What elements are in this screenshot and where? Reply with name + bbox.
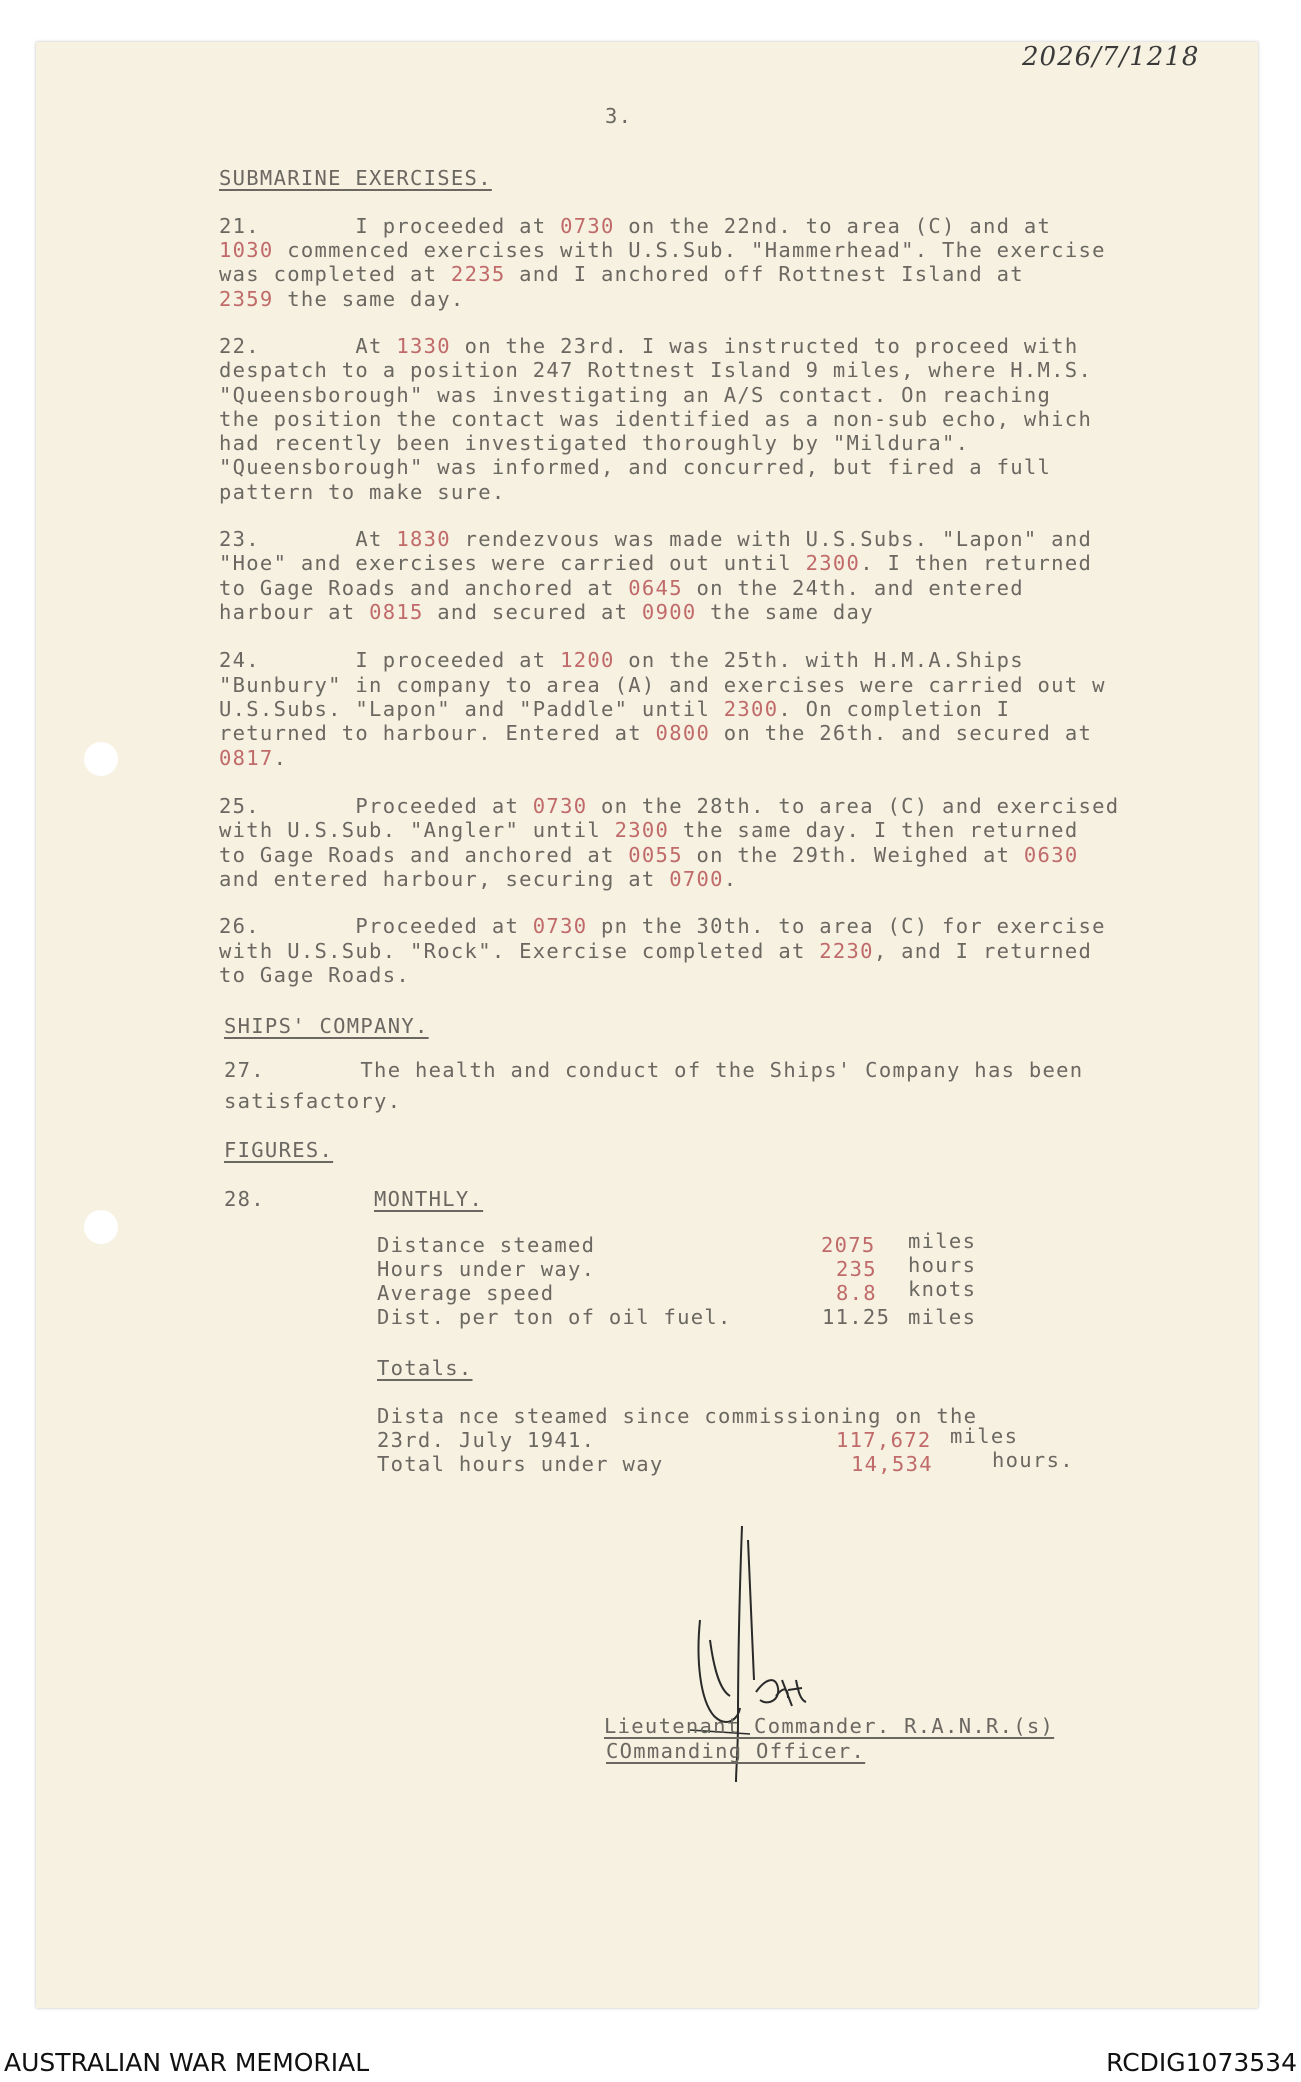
paragraph-24-line: U.S.Subs. "Lapon" and "Paddle" until 2300. On completion I bbox=[219, 697, 1011, 721]
totals-value: 117,672 bbox=[836, 1428, 932, 1452]
monthly-unit: miles bbox=[908, 1229, 977, 1253]
monthly-unit: miles bbox=[908, 1305, 977, 1329]
paragraph-25-line: 25. Proceeded at 0730 on the 28th. to area (C) and exercised bbox=[219, 794, 1120, 818]
archive-reference: 2026/7/1218 bbox=[1022, 42, 1200, 72]
paragraph-27-line: 27. The health and conduct of the Ships' Company has been bbox=[224, 1058, 1084, 1082]
paragraph-21-line: 21. I proceeded at 0730 on the 22nd. to area (C) and at bbox=[219, 214, 1052, 238]
monthly-label: Hours under way. bbox=[377, 1257, 596, 1281]
paragraph-24-line: 24. I proceeded at 1200 on the 25th. with H.M.A.Ships bbox=[219, 648, 1024, 672]
paragraph-21-line: 1030 commenced exercises with U.S.Sub. "Hammerhead". The exercise bbox=[219, 238, 1106, 262]
monthly-label: Distance steamed bbox=[377, 1233, 596, 1257]
monthly-value: 11.25 bbox=[822, 1305, 891, 1329]
paragraph-21-line: 2359 the same day. bbox=[219, 287, 465, 311]
paragraph-23-line: to Gage Roads and anchored at 0645 on the 24th. and entered bbox=[219, 576, 1024, 600]
paragraph-25-line: and entered harbour, securing at 0700. bbox=[219, 867, 738, 891]
paragraph-22-line: 22. At 1330 on the 23rd. I was instructed to proceed with bbox=[219, 334, 1079, 358]
paragraph-21-line: was completed at 2235 and I anchored off Rottnest Island at bbox=[219, 262, 1024, 286]
paragraph-26-line: with U.S.Sub. "Rock". Exercise completed at 2230, and I returned bbox=[219, 939, 1093, 963]
signature-title: Lieutenant Commander. R.A.N.R.(s) bbox=[604, 1714, 1055, 1738]
monthly-label: Average speed bbox=[377, 1281, 555, 1305]
paragraph-22-line: "Queensborough" was investigating an A/S contact. On reaching bbox=[219, 383, 1052, 407]
section-heading-company: SHIPS' COMPANY. bbox=[224, 1014, 429, 1038]
totals-unit: hours. bbox=[992, 1448, 1074, 1472]
signature-role: COmmanding Officer. bbox=[606, 1739, 866, 1763]
footer-institution: AUSTRALIAN WAR MEMORIAL bbox=[4, 2048, 370, 2077]
paragraph-28-number: 28. bbox=[224, 1187, 265, 1211]
paragraph-24-line: "Bunbury" in company to area (A) and exercises were carried out w bbox=[219, 673, 1106, 697]
monthly-label: Dist. per ton of oil fuel. bbox=[377, 1305, 732, 1329]
paragraph-22-line: despatch to a position 247 Rottnest Island 9 miles, where H.M.S. bbox=[219, 358, 1093, 382]
paragraph-23-line: 23. At 1830 rendezvous was made with U.S.Subs. "Lapon" and bbox=[219, 527, 1093, 551]
totals-line: Dista nce steamed since commissioning on the bbox=[377, 1404, 978, 1428]
section-heading-submarine: SUBMARINE EXERCISES. bbox=[219, 166, 492, 190]
paragraph-22-line: "Queensborough" was informed, and concurred, but fired a full bbox=[219, 455, 1052, 479]
monthly-unit: knots bbox=[908, 1277, 977, 1301]
monthly-unit: hours bbox=[908, 1253, 977, 1277]
paragraph-26-line: 26. Proceeded at 0730 pn the 30th. to area (C) for exercise bbox=[219, 914, 1106, 938]
paragraph-27-line: satisfactory. bbox=[224, 1089, 402, 1113]
section-heading-figures: FIGURES. bbox=[224, 1138, 334, 1162]
totals-heading: Totals. bbox=[377, 1356, 473, 1380]
paragraph-25-line: with U.S.Sub. "Angler" until 2300 the same day. I then returned bbox=[219, 818, 1079, 842]
paragraph-26-line: to Gage Roads. bbox=[219, 963, 410, 987]
paragraph-24-line: 0817. bbox=[219, 746, 288, 770]
totals-unit: miles bbox=[950, 1424, 1019, 1448]
paragraph-25-line: to Gage Roads and anchored at 0055 on the 29th. Weighed at 0630 bbox=[219, 843, 1079, 867]
paragraph-22-line: had recently been investigated thoroughly by "Mildura". bbox=[219, 431, 970, 455]
monthly-heading: MONTHLY. bbox=[374, 1187, 484, 1211]
paragraph-23-line: "Hoe" and exercises were carried out until 2300. I then returned bbox=[219, 551, 1093, 575]
paragraph-24-line: returned to harbour. Entered at 0800 on the 26th. and secured at bbox=[219, 721, 1093, 745]
punch-hole-upper bbox=[84, 742, 118, 776]
monthly-value: 8.8 bbox=[836, 1281, 877, 1305]
page-number: 3. bbox=[605, 104, 633, 128]
footer-catalogue-id: RCDIG1073534 bbox=[1106, 2048, 1297, 2077]
paragraph-23-line: harbour at 0815 and secured at 0900 the same day bbox=[219, 600, 874, 624]
totals-line: Total hours under way bbox=[377, 1452, 664, 1476]
punch-hole-lower bbox=[84, 1210, 118, 1244]
totals-line: 23rd. July 1941. bbox=[377, 1428, 596, 1452]
monthly-value: 235 bbox=[836, 1257, 877, 1281]
paragraph-22-line: the position the contact was identified as a non-sub echo, which bbox=[219, 407, 1093, 431]
totals-value: 14,534 bbox=[851, 1452, 933, 1476]
paragraph-22-line: pattern to make sure. bbox=[219, 480, 506, 504]
monthly-value: 2075 bbox=[821, 1233, 876, 1257]
